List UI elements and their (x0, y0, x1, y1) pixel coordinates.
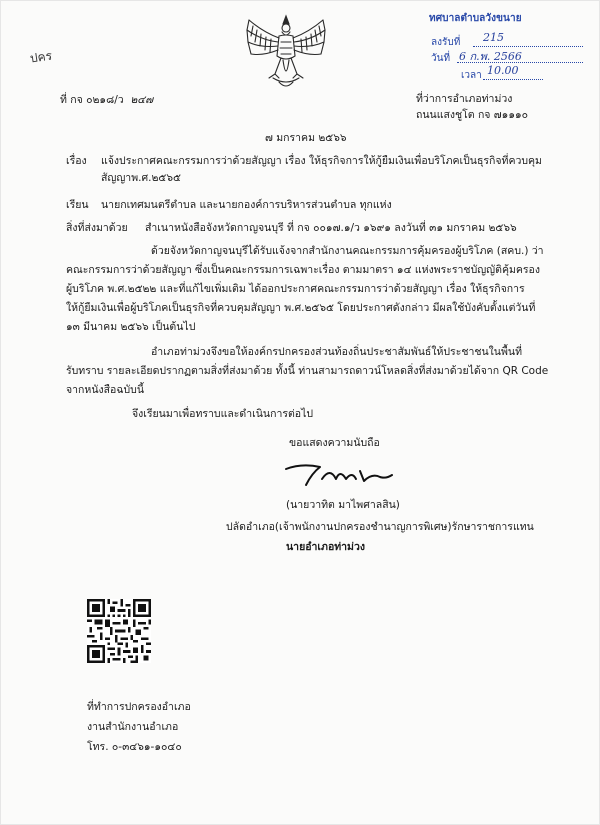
body-paragraph-1 (66, 242, 544, 337)
body1-line: คณะกรรมการว่าด้วยสัญญา ซึ่งเป็นคณะกรรมการเฉพาะเรื่อง ตามมาตรา ๑๔ แห่งพระราชบัญญัติคุ้มครอง (66, 264, 540, 276)
body2-line: รับทราบ รายละเอียดปรากฏตามสิ่งที่ส่งมาด้วย ทั้งนี้ ท่านสามารถดาวน์โหลดสิ่งที่ส่งมาด้วยได้จาก QR Code (66, 365, 549, 377)
office-address-line2: ถนนแสงชูโต กจ ๗๑๑๑๐ (416, 109, 529, 121)
subject-label: เรื่อง (66, 155, 87, 167)
subject-line-1: แจ้งประกาศคณะกรรมการว่าด้วยสัญญา เรื่อง ให้ธุรกิจการให้กู้ยืมเงินเพื่อบริโภคเป็นธุรกิจที่ควบคุม (101, 155, 542, 167)
body1-line: ผู้บริโภค พ.ศ.๒๕๒๒ และที่แก้ไขเพิ่มเติม ได้ออกประกาศคณะกรรมการว่าด้วยสัญญา เรื่อง ให้ธุรกิจการ (66, 283, 525, 295)
stamp-receipt-label: ลงรับที่ (431, 37, 461, 48)
to-recipients: นายกเทศมนตรีตำบล และนายกองค์การบริหารส่วนตำบล ทุกแห่ง (101, 199, 392, 211)
margin-note: ปคร (29, 48, 53, 66)
subject-line-2: สัญญาพ.ศ.๒๕๖๕ (101, 172, 181, 184)
footer-phone: โทร. ๐-๓๔๖๑-๑๐๔๐ (87, 741, 182, 753)
document-date: ๗ มกราคม ๒๕๖๖ (265, 132, 347, 144)
body1-line: ๑๓ มีนาคม ๒๕๖๖ เป็นต้นไป (66, 321, 196, 333)
doc-reference: ที่ กจ ๐๒๑๘/ว ๒๔๗ (60, 94, 154, 106)
stamp-date-label: วันที่ (431, 53, 451, 64)
stamp-time-value: 10.00 (487, 64, 519, 77)
body1-line: ให้กู้ยืมเงินเพื่อผู้บริโภคเป็นธุรกิจที่ควบคุมสัญญา พ.ศ.๒๕๖๕ โดยประกาศดังกล่าว มีผลใช้บังคับตั้งแต่วันที่ (66, 302, 536, 314)
footer-line: ที่ทำการปกครองอำเภอ (87, 701, 191, 713)
signer-position: ปลัดอำเภอ(เจ้าพนักงานปกครองชำนาญการพิเศษ)รักษาราชการแทน (226, 521, 534, 533)
body-paragraph-2 (66, 343, 548, 400)
signature-icon (282, 459, 394, 489)
office-address-line1: ที่ว่าการอำเภอท่าม่วง (416, 93, 513, 105)
enclosure-text: สำเนาหนังสือจังหวัดกาญจนบุรี ที่ กจ ๐๐๑๗.๑/ว ๑๖๙๑ ลงวันที่ ๓๑ มกราคม ๒๕๖๖ (145, 222, 517, 234)
body2-line: อำเภอท่าม่วงจึงขอให้องค์กรปกครองส่วนท้องถิ่นประชาสัมพันธ์ให้ประชาชนในพื้นที่ (151, 346, 522, 358)
qr-code-icon (87, 599, 151, 663)
regards: ขอแสดงความนับถือ (289, 437, 380, 449)
footer-line: งานสำนักงานอำเภอ (87, 721, 179, 733)
stamp-org: ทศบาลตำบลวังขนาย (429, 13, 522, 24)
receipt-stamp (423, 9, 590, 83)
stamp-time-label: เวลา (461, 70, 482, 81)
garuda-emblem-icon (243, 12, 329, 92)
stamp-date-value: 6 ก.พ. 2566 (459, 50, 522, 63)
signer-name: (นายวาทิต มาไพศาลสิน) (286, 499, 400, 511)
to-label: เรียน (66, 199, 89, 211)
stamp-receipt-no: 215 (483, 31, 504, 44)
body1-line: ด้วยจังหวัดกาญจนบุรีได้รับแจ้งจากสำนักงานคณะกรรมการคุ้มครองผู้บริโภค (สคบ.) ว่า (151, 245, 544, 257)
closing-request: จึงเรียนมาเพื่อทราบและดำเนินการต่อไป (132, 408, 314, 420)
body2-line: จากหนังสือฉบับนี้ (66, 384, 145, 396)
signer-title: นายอำเภอท่าม่วง (286, 541, 366, 553)
enclosure-label: สิ่งที่ส่งมาด้วย (66, 222, 128, 234)
